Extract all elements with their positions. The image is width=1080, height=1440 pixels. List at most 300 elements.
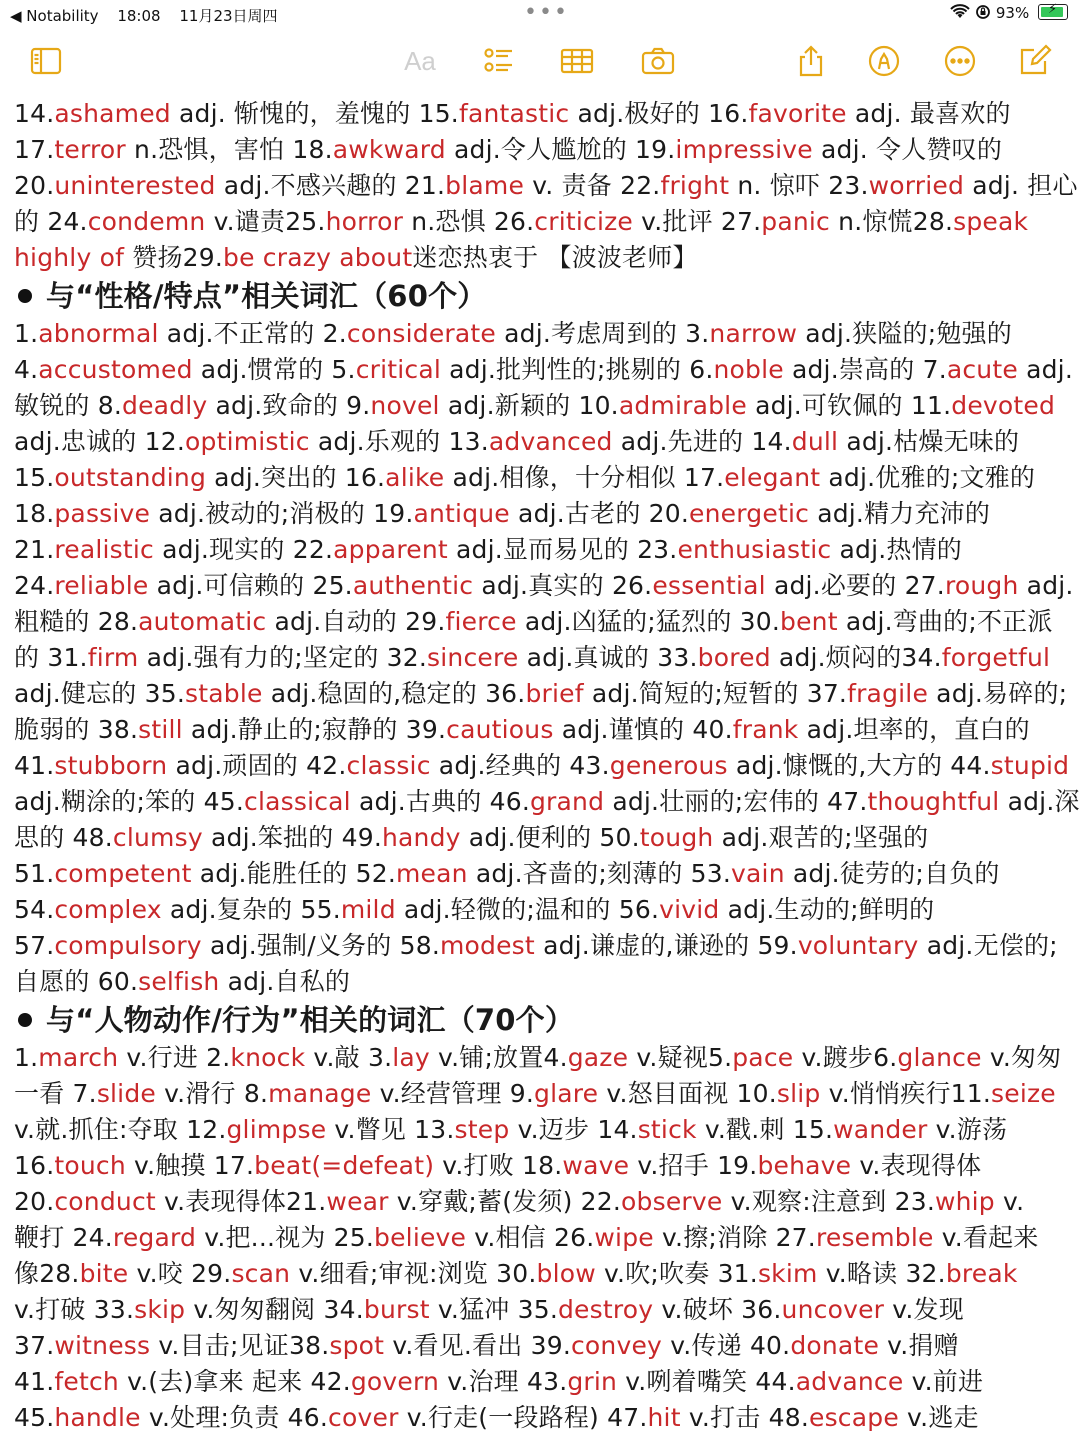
vocab-word: enthusiastic	[677, 535, 832, 564]
definition-text: adj.优雅的;文雅的	[820, 463, 1036, 492]
table-icon	[560, 44, 594, 78]
vocab-word: stable	[185, 679, 263, 708]
vocab-word: optimistic	[185, 427, 310, 456]
definition-text: v.处理:负责 46.	[140, 1403, 329, 1432]
definition-text: 21.	[14, 535, 55, 564]
note-line	[14, 1040, 1070, 1076]
vocab-word: apparent	[333, 535, 448, 564]
section-action-words	[14, 1040, 1070, 1436]
status-time: 18:08	[117, 7, 161, 25]
bullet-icon	[18, 1013, 32, 1027]
definition-text: adj.静止的;寂静的 39.	[182, 715, 447, 744]
vocab-word: be crazy about	[223, 243, 413, 272]
definition-text: 像28.	[14, 1259, 80, 1288]
vocab-word: elegant	[724, 463, 821, 492]
definition-text: adj.极好的 16.	[569, 99, 749, 128]
definition-text: v.细看;审视:浏览 30.	[290, 1259, 537, 1288]
definition-text: 赞扬29.	[124, 243, 223, 272]
vocab-word: critical	[355, 355, 442, 384]
definition-text: v.游荡	[927, 1115, 1008, 1144]
note-line	[14, 168, 1078, 204]
vocab-word: fantastic	[458, 99, 570, 128]
definition-text: adj.古典的 46.	[350, 787, 530, 816]
vocab-word: deadly	[122, 391, 208, 420]
vocab-word: manage	[268, 1079, 372, 1108]
note-content[interactable]	[14, 96, 1080, 1436]
vocab-word: handle	[54, 1403, 141, 1432]
definition-text: v.怒目面视 10.	[598, 1079, 777, 1108]
definition-text: v.咬 29.	[128, 1259, 232, 1288]
definition-text: 14.	[14, 99, 55, 128]
definition-text: v.悄悄疾行11.	[820, 1079, 992, 1108]
vocab-word: impressive	[675, 135, 813, 164]
definition-text: adj.致命的 9.	[207, 391, 371, 420]
vocab-word: considerate	[346, 319, 496, 348]
vocab-word: whip	[934, 1187, 995, 1216]
definition-text: 54.	[14, 895, 55, 924]
definition-text: adj.弯曲的;不正派	[837, 607, 1053, 636]
vocab-word: skip	[134, 1295, 186, 1324]
definition-text: adj.必要的 27.	[765, 571, 945, 600]
vocab-word: break	[945, 1259, 1018, 1288]
note-line	[14, 1112, 1070, 1148]
vocab-word: criticize	[534, 207, 634, 236]
vocab-word: grin	[567, 1367, 618, 1396]
vocab-word: glimpse	[226, 1115, 327, 1144]
definition-text: v.打破 33.	[14, 1295, 135, 1324]
definition-text: v.表现得体21.	[155, 1187, 327, 1216]
definition-text: adj.顽固的 42.	[167, 751, 347, 780]
vocab-word: convey	[570, 1331, 663, 1360]
note-line	[14, 1148, 1070, 1184]
vocab-word: donate	[790, 1331, 880, 1360]
vocab-word: slide	[96, 1079, 156, 1108]
definition-text: adj.复杂的 55.	[161, 895, 341, 924]
definition-text: 4.	[14, 355, 39, 384]
vocab-word: advanced	[488, 427, 613, 456]
definition-text: v.把...视为 25.	[196, 1223, 375, 1252]
vocab-word: govern	[350, 1367, 440, 1396]
vocab-word: abnormal	[38, 319, 159, 348]
vocab-word: rough	[944, 571, 1019, 600]
definition-text: 15.	[14, 463, 55, 492]
note-line	[14, 784, 1080, 820]
note-line	[14, 1184, 1070, 1220]
definition-text: n.恐惧 26.	[403, 207, 535, 236]
orientation-lock-icon	[975, 4, 991, 20]
vocab-word: novel	[370, 391, 440, 420]
note-line	[14, 1220, 1070, 1256]
note-line	[14, 532, 1070, 568]
definition-text: v.就.抓住:夺取 12.	[14, 1115, 227, 1144]
vocab-word: lay	[392, 1043, 430, 1072]
vocab-word: mean	[395, 859, 468, 888]
definition-text: v.看见.看出 39.	[384, 1331, 571, 1360]
definition-text: adj.可钦佩的 11.	[746, 391, 952, 420]
vocab-word: regard	[112, 1223, 197, 1252]
definition-text: 20.	[14, 1187, 55, 1216]
heading-personality	[14, 276, 1070, 316]
vocab-word: conduct	[54, 1187, 156, 1216]
vocab-word: destroy	[557, 1295, 654, 1324]
definition-text: 18.	[14, 499, 55, 528]
definition-text: adj.经典的 43.	[430, 751, 610, 780]
status-right	[950, 4, 1068, 22]
vocab-word: behave	[757, 1151, 852, 1180]
definition-text: v.行进 2.	[118, 1043, 231, 1072]
vocab-word: grand	[529, 787, 605, 816]
note-line	[14, 316, 1070, 352]
definition-text: adj.无偿的;	[918, 931, 1058, 960]
more-button[interactable]	[940, 44, 980, 78]
vocab-word: uncover	[781, 1295, 885, 1324]
definition-text: adj.自动的 29.	[266, 607, 446, 636]
definition-text: adj.精力充沛的	[809, 499, 991, 528]
definition-text: adj.狭隘的;勉强的	[797, 319, 1012, 348]
vocab-word: fragile	[847, 679, 929, 708]
note-line	[14, 424, 1070, 460]
vocab-word: horror	[325, 207, 404, 236]
definition-text: adj.简短的;短暂的 37.	[583, 679, 848, 708]
vocab-word: handy	[381, 823, 461, 852]
definition-text: v.穿戴;蓄(发须) 22.	[388, 1187, 622, 1216]
vocab-word: tough	[639, 823, 714, 852]
section-personality-words	[14, 316, 1080, 1000]
definition-text: v.发现	[884, 1295, 964, 1324]
definition-text: adj.谦虚的,谦逊的 59.	[534, 931, 798, 960]
status-bar	[0, 0, 1080, 28]
definition-text: 20.	[14, 171, 55, 200]
definition-text: v.疑视5.	[628, 1043, 733, 1072]
vocab-word: classic	[346, 751, 431, 780]
vocab-word: reliable	[54, 571, 149, 600]
definition-text: v.前进	[903, 1367, 984, 1396]
definition-text: adj.先进的 14.	[612, 427, 792, 456]
vocab-word: fierce	[445, 607, 517, 636]
definition-text: 迷恋热衷于 【波波老师】	[412, 243, 698, 272]
definition-text: adj.不正常的 2.	[158, 319, 347, 348]
vocab-word: forgetful	[941, 643, 1051, 672]
definition-text: adj.新颖的 10.	[439, 391, 619, 420]
definition-text: v.打击 48.	[680, 1403, 809, 1432]
definition-text: adj.艰苦的;坚强的	[713, 823, 929, 852]
vocab-word: hit	[647, 1403, 681, 1432]
definition-text: adj.乐观的 13.	[309, 427, 489, 456]
definition-text: adj.枯燥无味的	[838, 427, 1020, 456]
definition-text: 的 31.	[14, 643, 88, 672]
vocab-word: knock	[230, 1043, 306, 1072]
vocab-word: devoted	[951, 391, 1056, 420]
text-style-button[interactable]: Aa	[404, 45, 436, 76]
note-line	[14, 1076, 1070, 1112]
definition-text: v.相信 26.	[466, 1223, 595, 1252]
definition-text: adj.古老的 20.	[509, 499, 690, 528]
note-line	[14, 820, 1070, 856]
definition-text: adj. 担心	[964, 171, 1078, 200]
definition-text: v.匆匆	[981, 1043, 1062, 1072]
multitask-dots[interactable]: •••	[524, 0, 569, 25]
vocab-word: burst	[363, 1295, 430, 1324]
definition-text: adj.	[1017, 355, 1073, 384]
share-button[interactable]	[791, 44, 831, 78]
note-line	[14, 604, 1070, 640]
vocab-word: observe	[621, 1187, 723, 1216]
definition-text: adj.令人尴尬的 19.	[445, 135, 676, 164]
vocab-word: accustomed	[38, 355, 193, 384]
definition-text: v.(去)拿来 起来 42.	[118, 1367, 351, 1396]
vocab-word: essential	[652, 571, 766, 600]
definition-text: adj.徒劳的;自负的	[784, 859, 1000, 888]
definition-text: v.目击;见证38.	[150, 1331, 330, 1360]
vocab-word: realistic	[54, 535, 154, 564]
definition-text: adj. 惭愧的，羞愧的 15.	[170, 99, 459, 128]
definition-text: adj.惯常的 5.	[192, 355, 356, 384]
definition-text: 41.	[14, 751, 55, 780]
vocab-word: believe	[374, 1223, 467, 1252]
vocab-word: noble	[713, 355, 784, 384]
definition-text: adj.生动的;鲜明的	[719, 895, 935, 924]
definition-text: n.恐惧，害怕 18.	[125, 135, 333, 164]
note-line	[14, 928, 1070, 964]
note-line	[14, 1400, 1070, 1436]
vocab-word: mild	[340, 895, 396, 924]
note-line	[14, 964, 1070, 1000]
vocab-word: escape	[808, 1403, 899, 1432]
definition-text: adj.易碎的;	[928, 679, 1068, 708]
definition-text: v.打败 18.	[434, 1151, 563, 1180]
back-to-app-link[interactable]: ◀ Notability	[10, 7, 99, 25]
checklist-button[interactable]	[478, 44, 518, 78]
definition-text: adj.真诚的 33.	[518, 643, 698, 672]
note-line	[14, 676, 1070, 712]
definition-text: 37.	[14, 1331, 55, 1360]
vocab-word: advance	[795, 1367, 904, 1396]
markup-button[interactable]	[864, 44, 904, 78]
definition-text: adj.坦率的，直白的	[798, 715, 1030, 744]
definition-text: adj.能胜任的 52.	[191, 859, 396, 888]
vocab-word: stubborn	[54, 751, 168, 780]
note-line	[14, 96, 1070, 132]
definition-text: adj.真实的 26.	[473, 571, 653, 600]
definition-text: v.吹;吹奏 31.	[595, 1259, 758, 1288]
definition-text: v.触摸 17.	[125, 1151, 255, 1180]
vocab-word: narrow	[709, 319, 798, 348]
ellipsis-circle-icon	[943, 44, 977, 78]
vocab-word: panic	[761, 207, 831, 236]
camera-icon	[641, 44, 675, 78]
definition-text: v.谴责25.	[205, 207, 326, 236]
vocab-word: energetic	[689, 499, 810, 528]
vocab-word: blame	[445, 171, 525, 200]
note-line	[14, 1256, 1070, 1292]
vocab-word: thoughtful	[867, 787, 1000, 816]
vocab-word: spot	[329, 1331, 385, 1360]
vocab-word: classical	[244, 787, 351, 816]
vocab-word: touch	[54, 1151, 126, 1180]
sidebar-icon	[29, 44, 63, 78]
table-button[interactable]	[557, 44, 597, 78]
vocab-word: sincere	[427, 643, 519, 672]
definition-text: adj.强制/义务的 58.	[201, 931, 440, 960]
vocab-word: glare	[534, 1079, 599, 1108]
vocab-word: ashamed	[54, 99, 171, 128]
definition-text: v.匆匆翻阅 34.	[185, 1295, 364, 1324]
section-emotion-words	[14, 96, 1078, 276]
camera-button[interactable]	[638, 44, 678, 78]
vocab-word: fetch	[54, 1367, 119, 1396]
definition-text: v.	[994, 1187, 1025, 1216]
compose-button[interactable]	[1015, 44, 1055, 78]
vocab-word: modest	[439, 931, 535, 960]
vocab-word: seize	[991, 1079, 1056, 1108]
compose-icon	[1018, 44, 1052, 78]
definition-text: v.迈步 14.	[509, 1115, 638, 1144]
definition-text: 41.	[14, 1367, 55, 1396]
definition-text: adj.强有力的;坚定的 32.	[138, 643, 428, 672]
definition-text: 粗糙的 28.	[14, 607, 139, 636]
vocab-word: fright	[660, 171, 730, 200]
definition-text: adj.慷慨的,大方的 44.	[727, 751, 991, 780]
definition-text: n.惊慌28.	[830, 207, 954, 236]
vocab-word: slip	[776, 1079, 821, 1108]
definition-text: v.逃走	[898, 1403, 979, 1432]
note-line	[14, 388, 1070, 424]
definition-text: 自愿的 60.	[14, 967, 139, 996]
vocab-word: compulsory	[54, 931, 202, 960]
definition-text: v.破坏 36.	[653, 1295, 782, 1324]
definition-text: adj.稳固的,稳定的 36.	[262, 679, 526, 708]
definition-text: 一看 7.	[14, 1079, 97, 1108]
vocab-word: generous	[609, 751, 728, 780]
vocab-word: cautious	[446, 715, 554, 744]
vocab-word: dull	[791, 427, 839, 456]
definition-text: adj.现实的 22.	[154, 535, 334, 564]
vocab-word: terror	[54, 135, 126, 164]
vocab-word: wander	[833, 1115, 928, 1144]
note-line	[14, 1292, 1070, 1328]
vocab-word: step	[454, 1115, 510, 1144]
definition-text: v.表现得体	[851, 1151, 982, 1180]
definition-text: 17.	[14, 135, 55, 164]
vocab-word: antique	[413, 499, 510, 528]
definition-text: v.治理 43.	[439, 1367, 568, 1396]
definition-text: adj.相像，十分相似 17.	[444, 463, 725, 492]
definition-text: adj.热情的	[831, 535, 963, 564]
battery-percent: 93%	[995, 4, 1030, 22]
definition-text: adj. 最喜欢的	[846, 99, 1011, 128]
vocab-word: admirable	[618, 391, 747, 420]
definition-text: v.略读 32.	[817, 1259, 946, 1288]
definition-text: adj.崇高的 7.	[783, 355, 947, 384]
vocab-word: highly of	[14, 243, 125, 272]
vocab-word: selfish	[138, 967, 220, 996]
definition-text: 57.	[14, 931, 55, 960]
definition-text: 24.	[14, 571, 55, 600]
definition-text: adj.突出的 16.	[206, 463, 386, 492]
vocab-word: condemn	[87, 207, 206, 236]
vocab-word: march	[38, 1043, 119, 1072]
vocab-word: bent	[780, 607, 838, 636]
definition-text: adj.壮丽的;宏伟的 47.	[604, 787, 868, 816]
definition-text: v.看起来	[933, 1223, 1039, 1252]
definition-text: adj.笨拙的 49.	[202, 823, 382, 852]
vocab-word: cover	[328, 1403, 399, 1432]
definition-text: adj.深	[999, 787, 1080, 816]
vocab-word: speak	[953, 207, 1029, 236]
vocab-word: firm	[87, 643, 139, 672]
vocab-word: bite	[79, 1259, 129, 1288]
definition-text: v.踱步6.	[793, 1043, 898, 1072]
note-line	[14, 1328, 1070, 1364]
vocab-word: witness	[54, 1331, 151, 1360]
vocab-word: automatic	[138, 607, 267, 636]
vocab-word: blow	[536, 1259, 596, 1288]
pen-circle-icon	[867, 44, 901, 78]
vocab-word: favorite	[748, 99, 847, 128]
definition-text: 的 24.	[14, 207, 88, 236]
definition-text: adj.可信赖的 25.	[148, 571, 353, 600]
vocab-word: vivid	[659, 895, 720, 924]
definition-text: adj.自私的	[219, 967, 351, 996]
vocab-word: still	[138, 715, 183, 744]
definition-text: 1.	[14, 1043, 39, 1072]
vocab-word: skim	[757, 1259, 818, 1288]
battery-icon: ⚡	[1038, 4, 1068, 20]
definition-text: v.行走(一段路程) 47.	[398, 1403, 648, 1432]
definition-text: adj.健忘的 35.	[14, 679, 185, 708]
definition-text: 51.	[14, 859, 55, 888]
definition-text: 16.	[14, 1151, 55, 1180]
definition-text: 敏锐的 8.	[14, 391, 122, 420]
wifi-icon	[950, 4, 970, 20]
definition-text: adj.谨慎的 40.	[553, 715, 733, 744]
definition-text: v.擦;消除 27.	[653, 1223, 816, 1252]
vocab-word: beat(=defeat)	[254, 1151, 435, 1180]
definition-text: adj.糊涂的;笨的 45.	[14, 787, 245, 816]
definition-text: n. 惊吓 23.	[729, 171, 869, 200]
note-line	[14, 1364, 1070, 1400]
definition-text: adj.烦闷的34.	[770, 643, 942, 672]
definition-text: v.猛冲 35.	[429, 1295, 558, 1324]
definition-text: v.滑行 8.	[155, 1079, 269, 1108]
vocab-word: awkward	[332, 135, 446, 164]
note-line	[14, 748, 1070, 784]
vocab-word: glance	[897, 1043, 982, 1072]
vocab-word: voluntary	[797, 931, 919, 960]
toolbar	[0, 36, 1080, 88]
definition-text: adj.	[1018, 571, 1074, 600]
vocab-word: wave	[562, 1151, 630, 1180]
note-line	[14, 892, 1070, 928]
definition-text: adj.凶猛的;猛烈的 30.	[516, 607, 781, 636]
vocab-word: gaze	[567, 1043, 629, 1072]
note-line	[14, 460, 1070, 496]
bullet-icon	[18, 289, 32, 303]
heading-actions	[14, 1000, 1070, 1040]
definition-text: adj.不感兴趣的 21.	[215, 171, 446, 200]
vocab-word: outstanding	[54, 463, 207, 492]
definition-text: 1.	[14, 319, 39, 348]
definition-text: v.捐赠	[879, 1331, 959, 1360]
vocab-word: stick	[637, 1115, 697, 1144]
vocab-word: pace	[732, 1043, 794, 1072]
definition-text: adj.便利的 50.	[460, 823, 640, 852]
sidebar-toggle-button[interactable]	[26, 44, 66, 78]
definition-text: v.瞥见 13.	[326, 1115, 455, 1144]
status-left	[10, 5, 292, 26]
vocab-word: passive	[54, 499, 151, 528]
vocab-word: frank	[732, 715, 799, 744]
